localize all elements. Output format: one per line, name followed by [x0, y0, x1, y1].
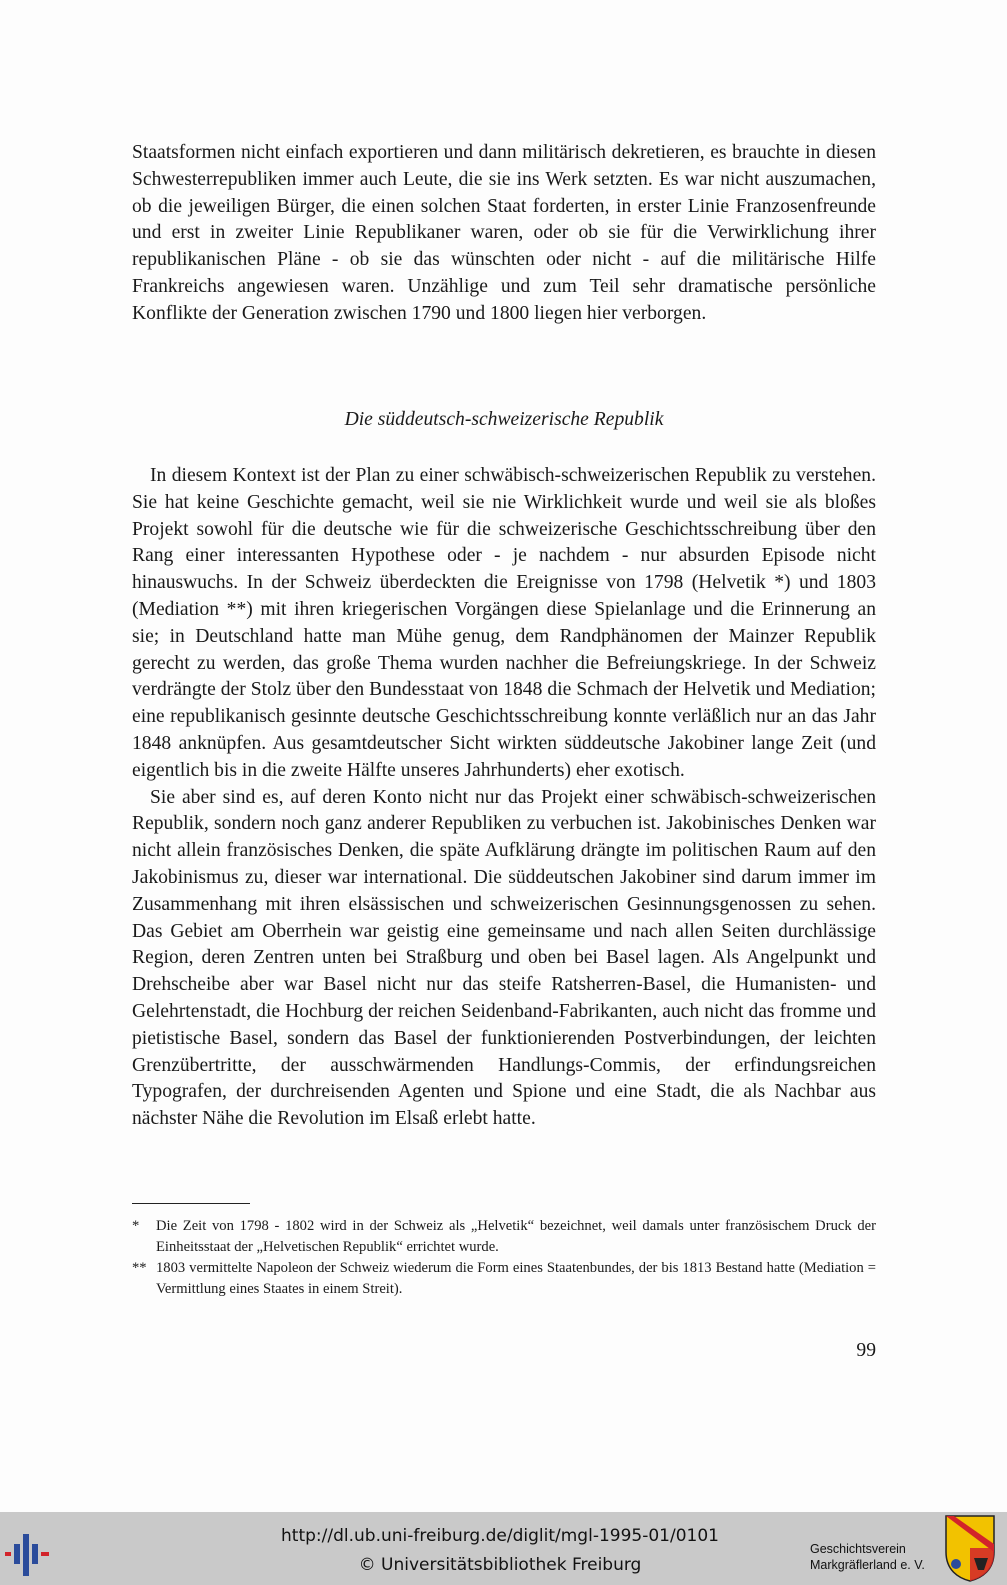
intro-paragraph-block — [132, 140, 876, 328]
body-paragraph-1: In diesem Kontext ist der Plan zu einer schwäbisch-schweizerischen Republik zu verstehen. Sie hat keine Geschichte gemacht, weil sie nie Wirklichkeit wurde und weil sie als bloßes Projekt sowohl für die deutsche wie für die schweizerische Geschichtsschreibung über den Rang einer interessanten Hypothese oder - je nachdem - nur absurden Episode nicht hinauswuchs. In der Schweiz überdeckten die Ereignisse von 1798 (Helvetik *) und 1803 (Mediation **) mit ihren kriegerischen Vorgängen diese Spielanlage und die Erinnerung an sie; in Deutschland hatte man Mühe genug, dem Randphänomen der Mainzer Republik gerecht zu werden, das große Thema wurden nachher die Befreiungskriege. In der Schweiz verdrängte der Stolz über den Bundesstaat von 1848 die Schmach der Helvetik und Mediation; eine republikanisch gesinnte deutsche Geschichtsschreibung konnte verläßlich nur an das Jahr 1848 anknüpfen. Aus gesamtdeutscher Sicht wirkten süddeutsche Jakobiner lange Zeit (und eigentlich bis in die zweite Hälfte unseres Jahrhunderts) eher exotisch. — [132, 465, 876, 781]
footer-bar — [0, 1512, 1007, 1585]
society-name — [810, 1541, 940, 1573]
footnote-1 — [132, 1216, 876, 1258]
intro-paragraph: Staatsformen nicht einfach exportieren und dann militärisch dekretieren, es brauchte in diesen Schwesterrepubliken immer auch Leute, die sie ins Werk setzten. Es war nicht auszumachen, ob die jeweiligen Bürger, die einen solchen Staat forderten, in erster Linie Franzosenfreunde und erst in zweiter Linie Republikaner waren, oder ob sie für die Verwirklichung ihrer republikanischen Pläne - ob sie das wünschten oder nicht - auf die militärische Hilfe Frankreichs angewiesen waren. Unzählige und zum Teil sehr dramatische persönliche Konflikte der Generation zwischen 1790 und 1800 liegen hier verborgen. — [132, 142, 876, 324]
footnote-mark: * — [132, 1218, 140, 1234]
library-logo-icon — [5, 1534, 65, 1576]
footnote-2 — [132, 1258, 876, 1300]
footnote-text: Die Zeit von 1798 - 1802 wird in der Schweiz als „Helvetik“ bezeichnet, weil damals unter französischem Druck der Einheitsstaat der „Helvetischen Republik“ errichtet wurde. — [156, 1218, 876, 1255]
page-number: 99 — [856, 1340, 876, 1361]
footer-url-link[interactable]: http://dl.ub.uni-freiburg.de/diglit/mgl-1995-01/0101 — [281, 1526, 719, 1546]
body-text — [132, 463, 876, 1133]
section-heading: Die süddeutsch-schweizerische Republik — [344, 409, 664, 430]
footnotes — [132, 1216, 876, 1300]
body-paragraph-2: Sie aber sind es, auf deren Konto nicht nur das Projekt einer schwäbisch-schweizerischen Republik, sondern noch ganz anderer Republiken zu verbuchen ist. Jakobinisches Denken war nicht allein französisches Denken, die späte Aufklärung drängte im politischen Raum auf den Jakobinismus zu, dieser war international. Die süddeutschen Jakobiner sind darum immer im Zusammenhang mit ihren elsässischen und schweizerischen Gesinnungsgenossen zu sehen. Das Gebiet am Oberrhein war geistig eine gemeinsame und nach allen Seiten durchlässige Region, deren Zentren unten bei Straßburg und oben bei Basel lagen. Als Angelpunkt und Drehscheibe aber war Basel nicht nur das steife Ratsherren-Basel, die Humanisten- und Gelehrtenstadt, die Hochburg der reichen Seidenband-Fabrikanten, auch nicht das fromme und pietistische Basel, sondern das Basel der funktionierenden Postverbindungen, der leichten Grenzübertritte, der ausschwärmenden Handlungs-Commis, der erfindungsreichen Typografen, der durchreisenden Agenten und Spione und eine Stadt, die als Nachbar aus nächster Nähe die Revolution im Elsaß erlebt hatte. — [132, 786, 876, 1130]
footnote-text: 1803 vermittelte Napoleon der Schweiz wiederum die Form eines Staatenbundes, der bis 1813 Bestand hatte (Mediation = Vermittlung eines Staates in einem Streit). — [156, 1260, 876, 1297]
coat-of-arms-icon — [944, 1514, 996, 1582]
society-name-line1: Geschichtsverein — [810, 1542, 906, 1556]
footer-copyright: © Universitätsbibliothek Freiburg — [358, 1555, 642, 1575]
footnote-separator — [132, 1203, 250, 1204]
society-name-line2: Markgräflerland e. V. — [810, 1558, 925, 1572]
footnote-mark: ** — [132, 1260, 147, 1276]
